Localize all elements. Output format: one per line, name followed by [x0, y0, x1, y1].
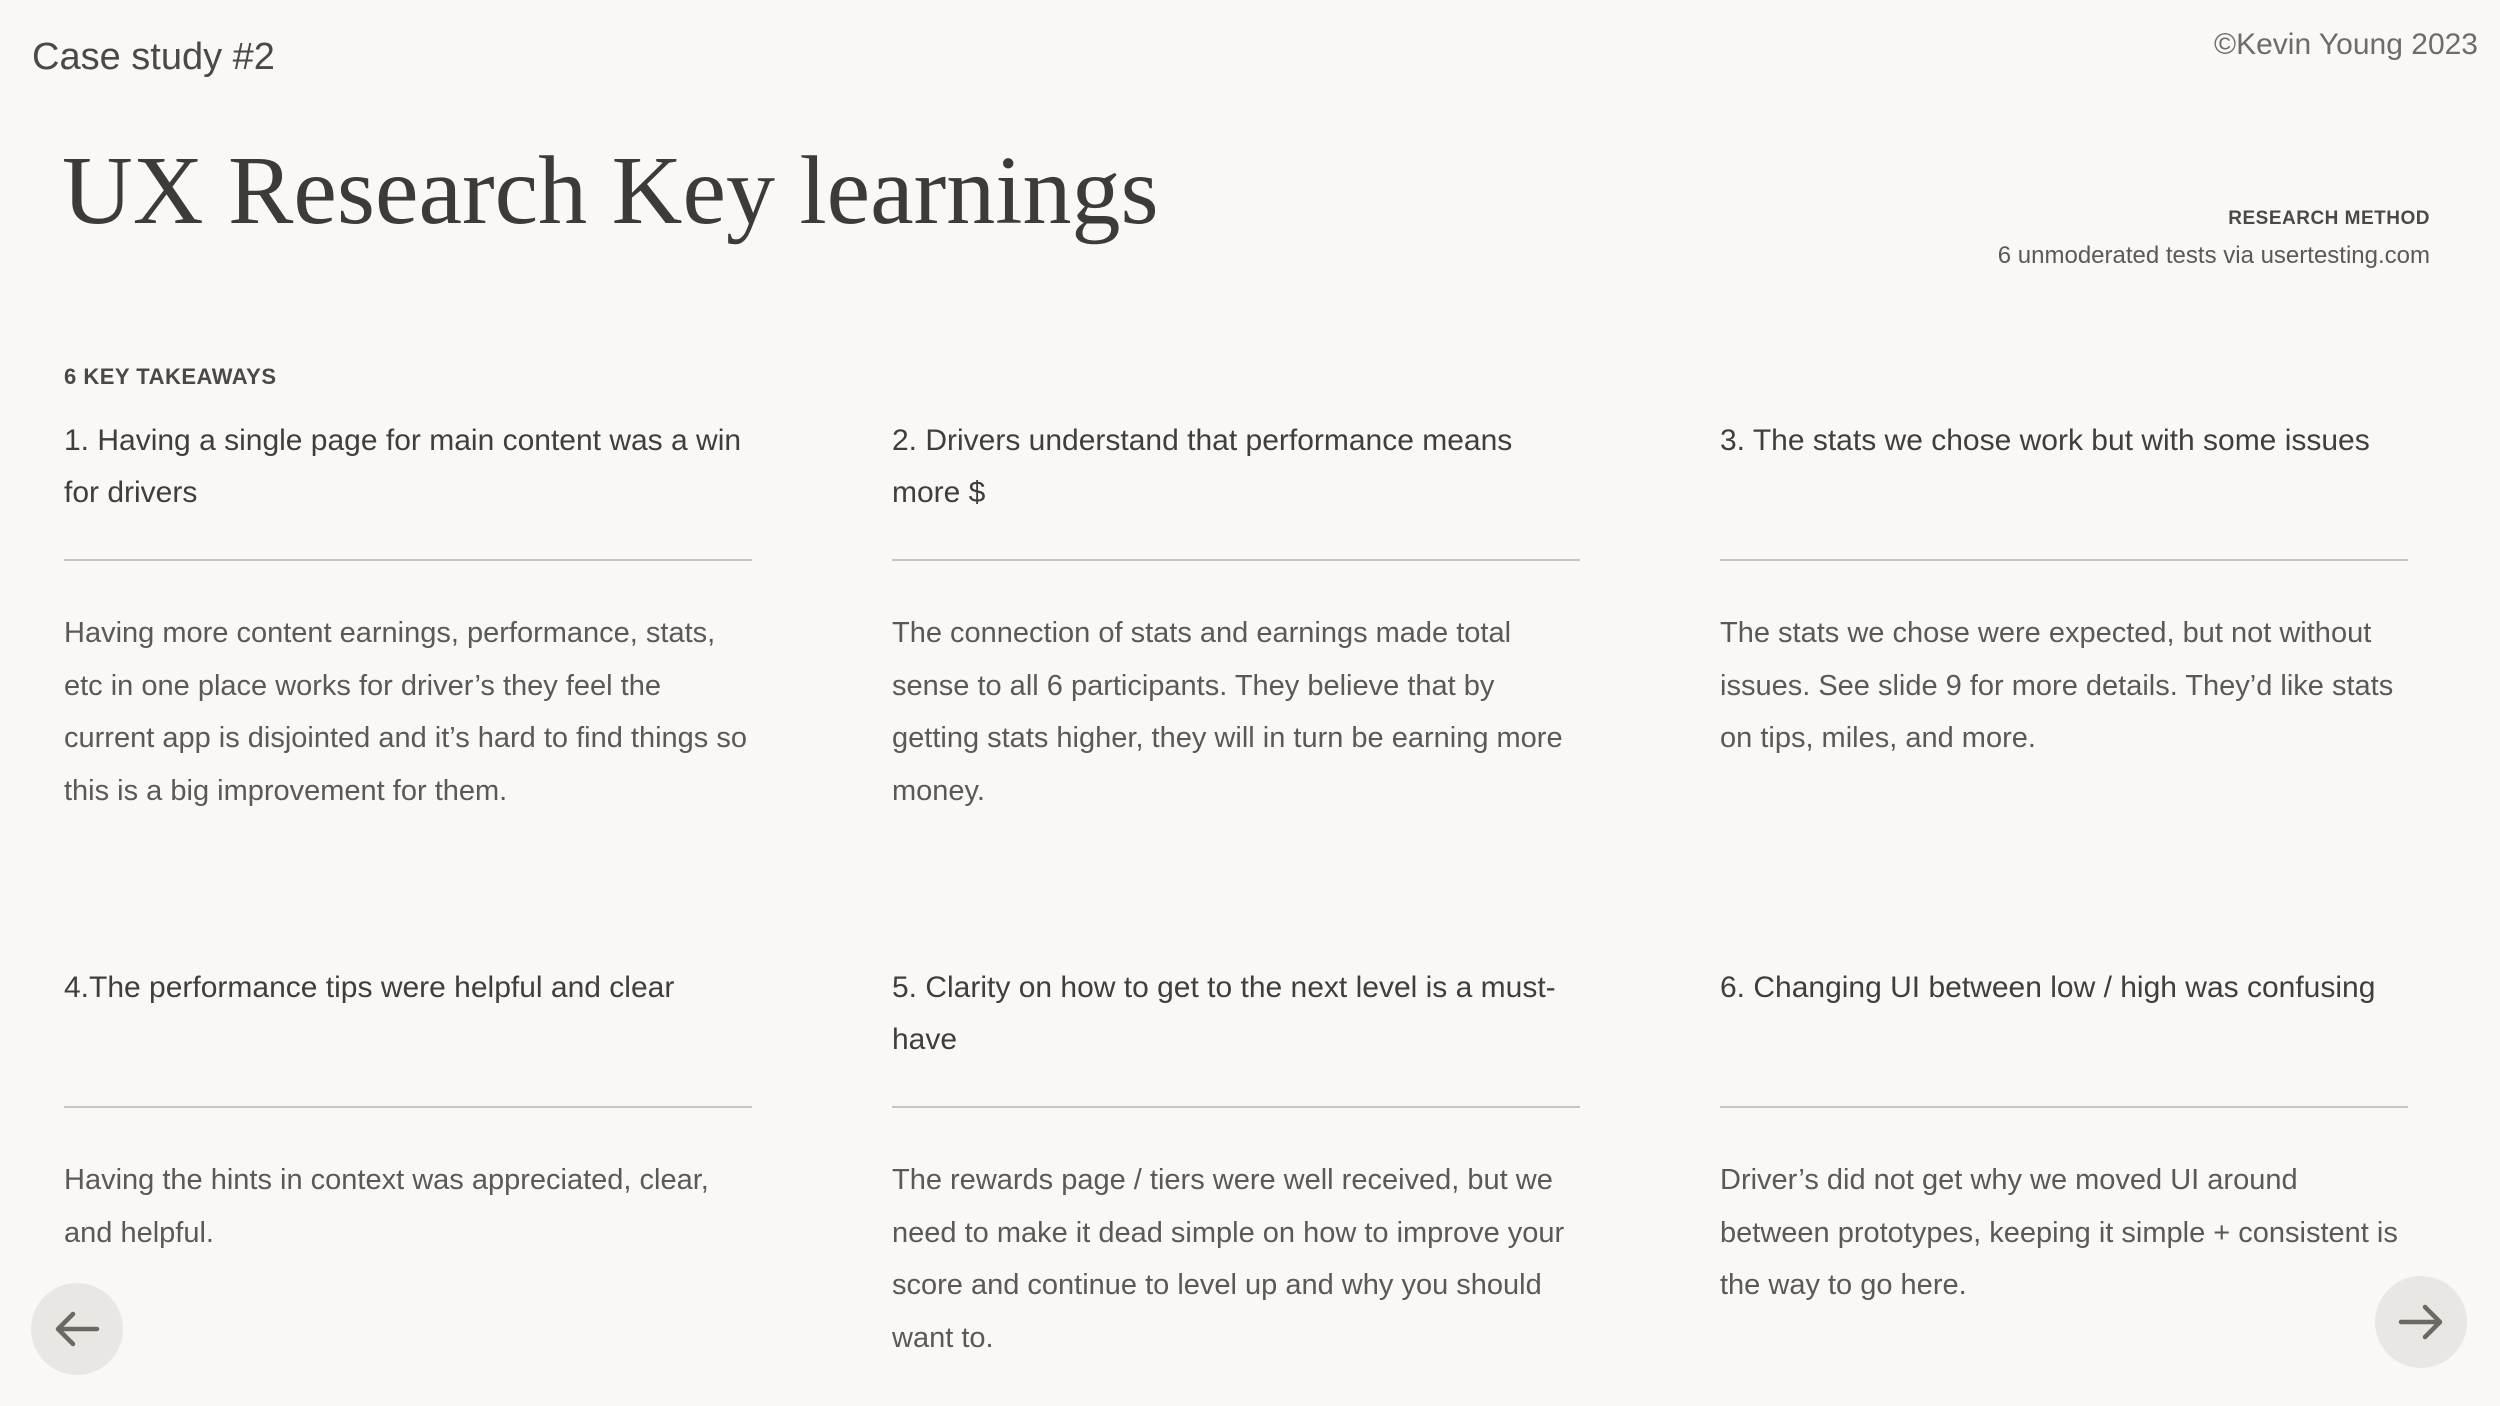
- takeaway-body: The connection of stats and earnings made total sense to all 6 participants. They believe that by getting stats higher, they will in turn be earning more money.: [892, 617, 1563, 807]
- takeaway-card-2: [892, 415, 1580, 817]
- takeaway-body: Having the hints in context was appreciated, clear, and helpful.: [64, 1164, 709, 1249]
- takeaway-heading: 1. Having a single page for main content was a win for drivers: [64, 424, 742, 509]
- takeaway-heading: 5. Clarity on how to get to the next level is a must-have: [892, 971, 1556, 1056]
- research-method-value: 6 unmoderated tests via usertesting.com: [1997, 242, 2430, 269]
- takeaway-card-6: [1720, 962, 2408, 1312]
- page-title: UX Research Key learnings: [62, 137, 1159, 245]
- takeaway-card-3: [1720, 415, 2408, 765]
- takeaway-body: Driver’s did not get why we moved UI around between prototypes, keeping it simple + consistent is the way to go here.: [1720, 1164, 2398, 1301]
- research-method: [1998, 208, 2430, 270]
- takeaway-heading: 2. Drivers understand that performance means more $: [892, 424, 1513, 509]
- research-method-label: RESEARCH METHOD: [2228, 208, 2430, 229]
- takeaway-body: The stats we chose were expected, but not without issues. See slide 9 for more details. They’d like stats on tips, miles, and more.: [1720, 617, 2394, 754]
- case-study-label: Case study #2: [32, 36, 275, 78]
- key-takeaways-label: 6 KEY TAKEAWAYS: [64, 364, 277, 389]
- takeaway-card-4: [64, 962, 752, 1259]
- arrow-left-icon: [49, 1301, 105, 1357]
- arrow-right-icon: [2393, 1294, 2449, 1350]
- takeaway-card-5: [892, 962, 1580, 1364]
- copyright-text: ©Kevin Young 2023: [2213, 28, 2478, 61]
- takeaway-body: Having more content earnings, performance, stats, etc in one place works for driver’s they feel the current app is disjointed and it’s hard to find things so this is a big improvement for them.: [64, 617, 747, 807]
- takeaway-heading: 6. Changing UI between low / high was confusing: [1720, 971, 2376, 1004]
- previous-slide-button[interactable]: [31, 1283, 123, 1375]
- next-slide-button[interactable]: [2375, 1276, 2467, 1368]
- takeaway-heading: 3. The stats we chose work but with some issues: [1720, 424, 2370, 457]
- takeaway-heading: 4.The performance tips were helpful and clear: [64, 971, 675, 1004]
- takeaway-body: The rewards page / tiers were well received, but we need to make it dead simple on how to improve your score and continue to level up and why you should want to.: [892, 1164, 1565, 1354]
- takeaway-card-1: [64, 415, 752, 817]
